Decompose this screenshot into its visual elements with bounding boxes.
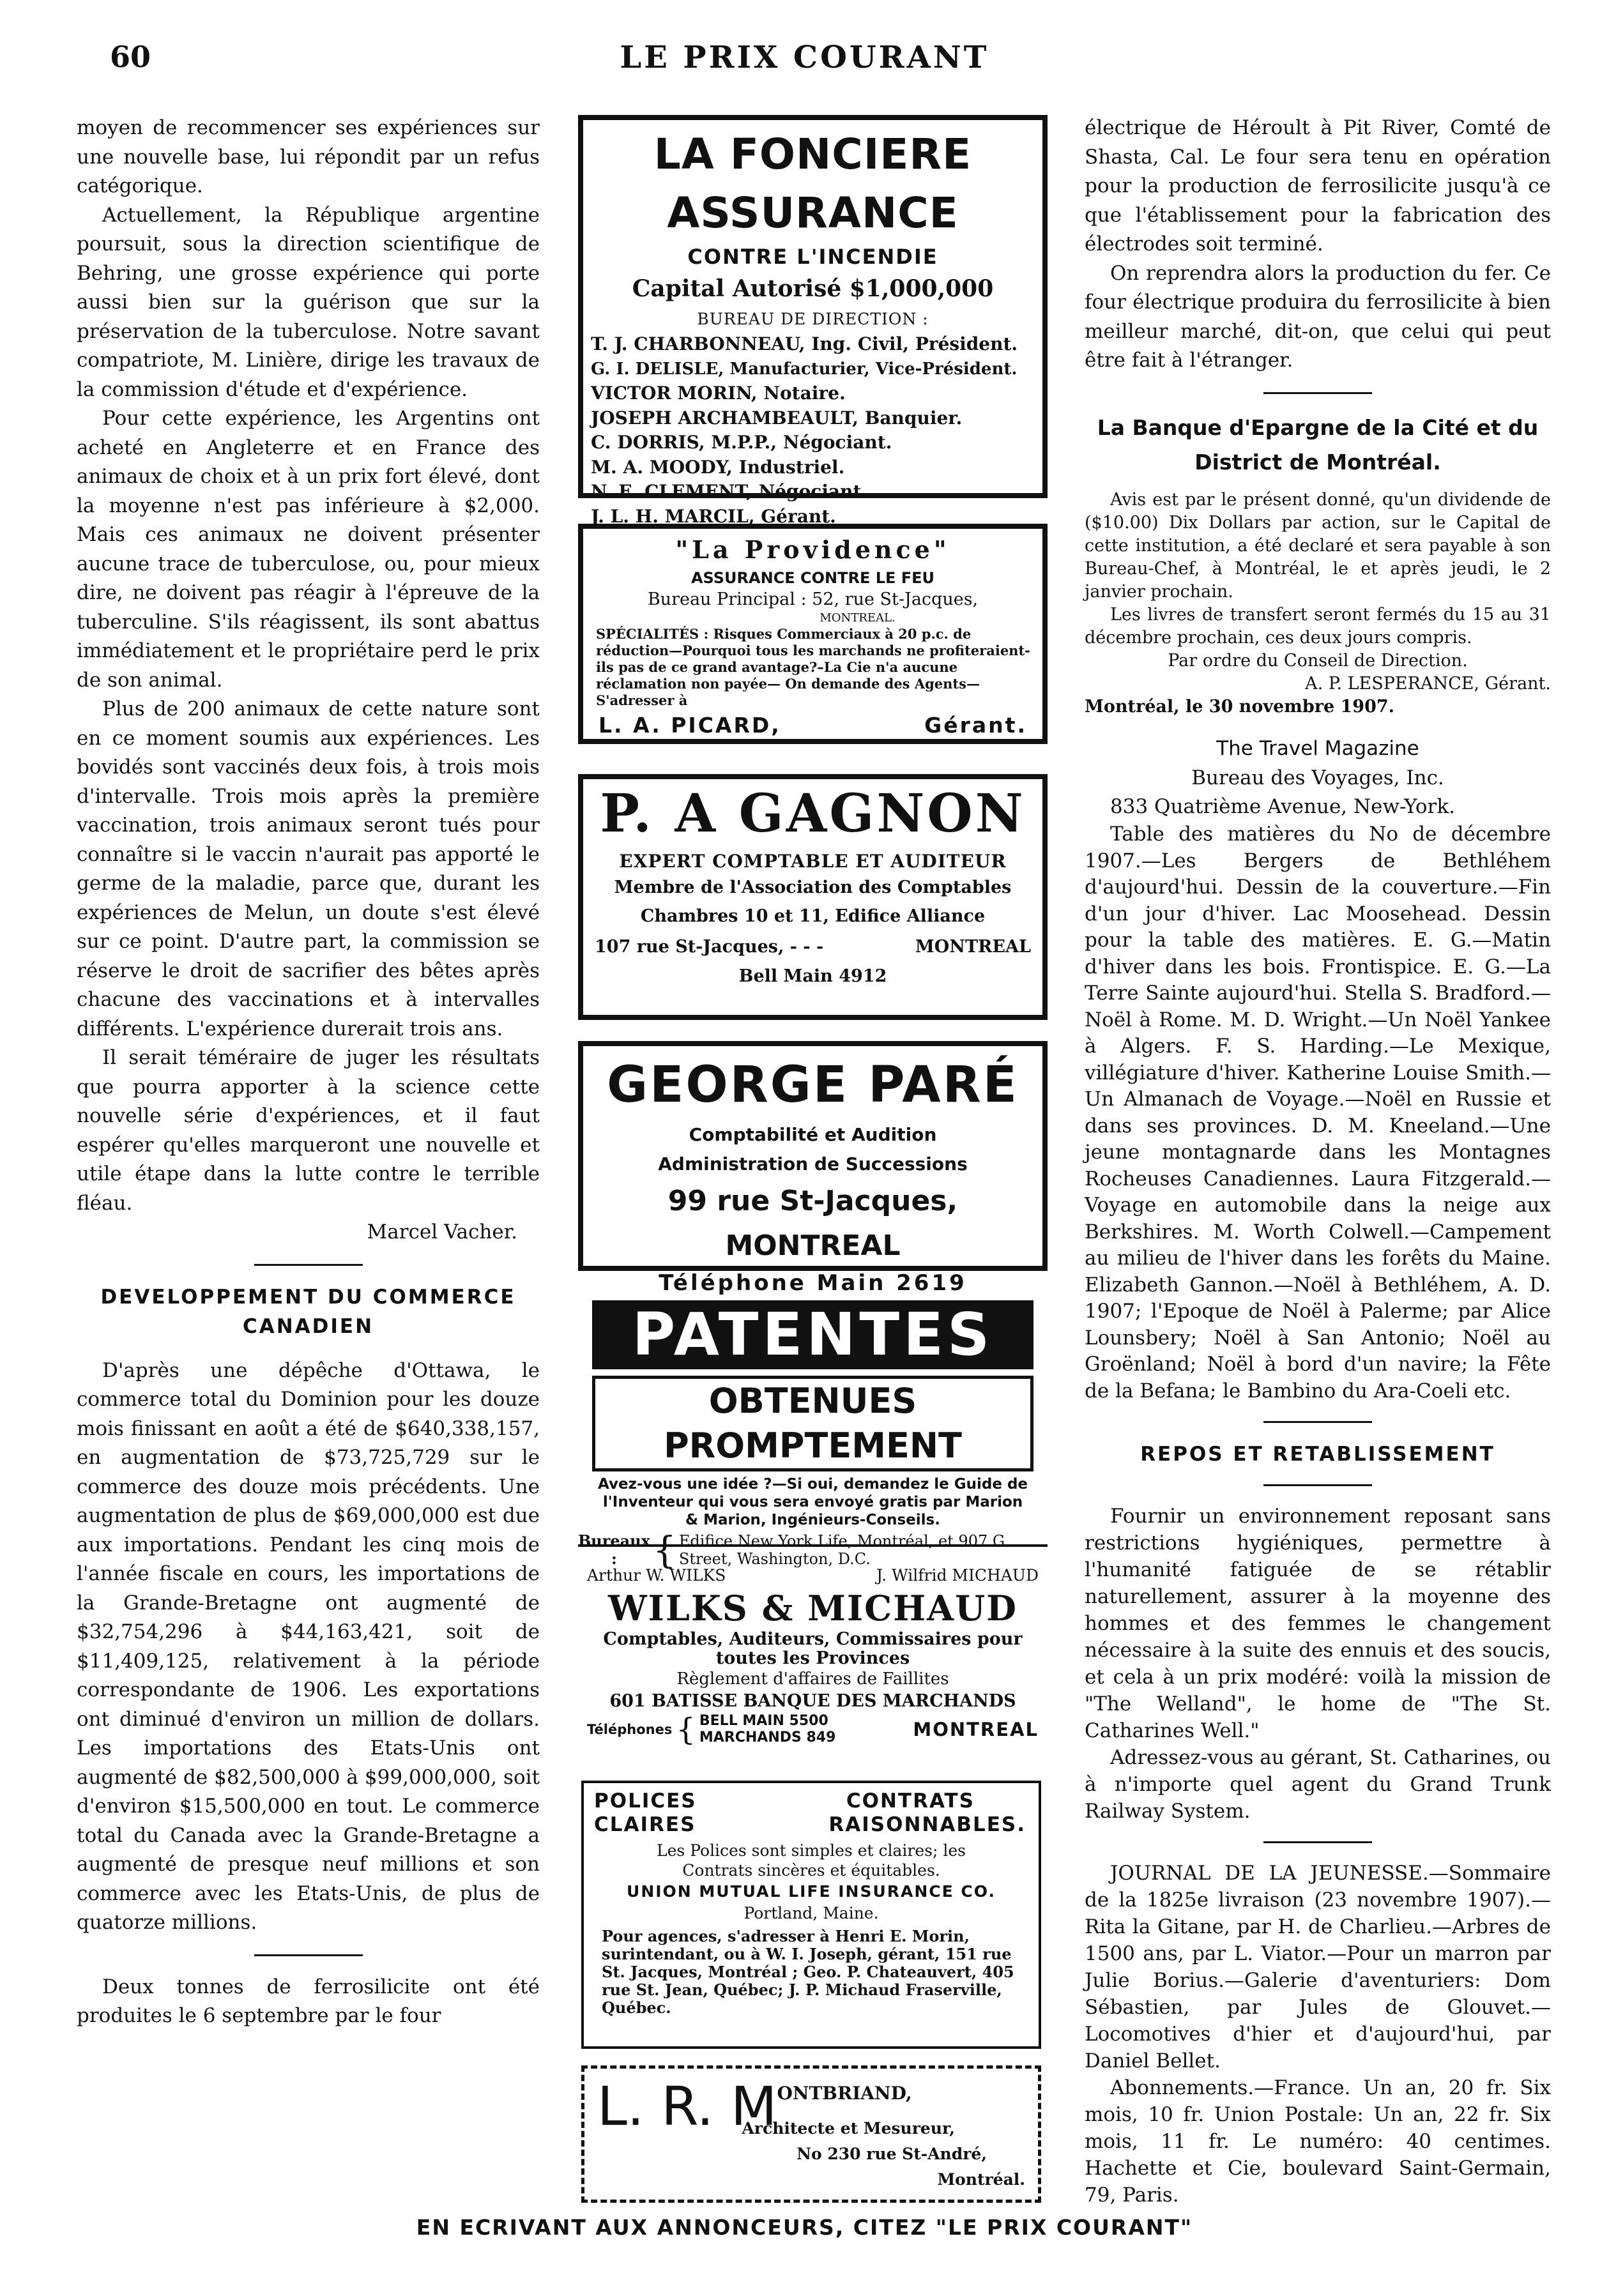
- paragraph: Pour cette expérience, les Argentins ont acheté en Angleterre et en France des animaux de choix et à un prix fort élevé, dont la moyenne n'est pas inférieure à $2,000. Mais ces animaux ne doivent présenter aucune trace de tuberculose, ou, pour mieux dire, ne doivent pas réagir à l'épreuve de la tuberculine. S'ils réagissent, ils sont abattus immédiatement et le propriétaire perd le prix de son animal.: [77, 407, 540, 692]
- ad-city: MONTREAL: [913, 1719, 1039, 1740]
- ad-wilks: [578, 1565, 1048, 1756]
- ad-city: MONTREAL.: [820, 611, 896, 625]
- ad-heading: CONTRATS: [846, 1790, 975, 1813]
- ad-subtitle: ASSURANCE CONTRE LE FEU: [690, 569, 935, 587]
- ad-line: No 230 rue St-André,: [797, 2145, 987, 2163]
- ad-title: "La Providence": [675, 535, 950, 564]
- ad-line: MONTREAL: [915, 937, 1031, 957]
- column-right: [1085, 114, 1551, 2209]
- ad-union-mutual: [581, 1781, 1041, 2049]
- divider: [254, 1954, 363, 1956]
- ad-partner: Arthur W. WILKS: [587, 1566, 726, 1585]
- travel-address: 833 Quatrième Avenue, New-York.: [1110, 794, 1455, 818]
- travel-subtitle: Bureau des Voyages, Inc.: [1191, 766, 1444, 789]
- ad-manager-name: L. A. PICARD,: [599, 713, 781, 738]
- ad-providence: [578, 524, 1048, 744]
- ad-name: ONTBRIAND,: [777, 2083, 912, 2104]
- director-item: J. L. H. MARCIL, Gérant.: [591, 505, 836, 527]
- notice-text: Par ordre du Conseil de Direction.: [1168, 650, 1468, 671]
- paragraph: Plus de 200 animaux de cette nature sont en ce moment soumis aux expériences. Les bovidés sont vaccinés deux fois, à trois mois d'intervalle. Trois mois après la première vaccination, trois animaux seront tués pour connaître si le vaccin n'aurait pas apporté le germe de la maladie, parce que, durant les expériences de Melun, un doute s'est élevé sur ce point. D'autre part, la commission se réserve le droit de sacrifier des bêtes après chacune des vaccinations et à intervalles différents. L'expérience durerait trois ans.: [77, 697, 540, 1040]
- divider: [1263, 1421, 1372, 1423]
- ad-body: Avez-vous une idée ?—Si oui, demandez le Guide de l'Inventeur qui vous sera envoyé gratis par Marion & Marion, Ingénieurs-Conseils.: [597, 1476, 1028, 1528]
- paragraph: Abonnements.—France. Un an, 20 fr. Six mois, 10 fr. Union Postale: Un an, 22 fr. Six mois, 11 fr. Le numéro: 40 centimes. Hachette et Cie, boulevard Saint-Germain, 79, Paris.: [1085, 2076, 1551, 2207]
- ad-line: Comptabilité et Audition: [689, 1124, 937, 1145]
- director-item: M. A. MOODY, Industriel.: [591, 456, 845, 478]
- ad-pare: [578, 1041, 1048, 1296]
- section-heading: La Banque d'Epargne de la Cité et du District de Montréal.: [1097, 414, 1539, 475]
- paragraph: Il serait téméraire de juger les résultats que pourra apporter à la science cette nouvelle série d'expériences, et il faut espérer qu'elles marqueront une nouvelle et utile étape dans la lutte contre le terrible fléau.: [77, 1046, 540, 1215]
- ad-title: WILKS & MICHAUD: [607, 1588, 1018, 1629]
- notice-text: Avis est par le présent donné, qu'un dividende de ($10.00) Dix Dollars par action, sur le Capital de cette institution, a été declaré et sera payable à son Bureau-Chef, à Montréal, le et après jeudi, le 2 janvier prochain.: [1085, 489, 1551, 602]
- ad-fonciere: [578, 115, 1048, 527]
- page-number: 60: [110, 40, 151, 74]
- ad-line: UNION MUTUAL LIFE INSURANCE CO.: [627, 1882, 996, 1901]
- ad-capital: Capital Autorisé $1,000,000: [632, 275, 994, 302]
- divider: [578, 1544, 1048, 1547]
- ad-line: Bell Main 4912: [738, 966, 887, 986]
- brace-icon: {: [676, 1712, 696, 1747]
- ad-subtitle: CONTRE L'INCENDIE: [687, 245, 938, 269]
- ad-title: PATENTES: [592, 1300, 1033, 1369]
- paragraph: moyen de recommencer ses expériences sur une nouvelle base, lui répondit par un refus catégorique.: [77, 116, 540, 197]
- ad-patentes: [578, 1290, 1048, 1572]
- section-heading: DEVELOPPEMENT DU COMMERCE CANADIEN: [100, 1285, 516, 1338]
- ad-phone: MARCHANDS 849: [699, 1730, 836, 1745]
- paragraph: D'après une dépêche d'Ottawa, le commerce total du Dominion pour les douze mois finissant en août a été de $640,338,157, en augmentation de $73,725,729 sur le commerce des douze mois précédents. Une augmentation de plus de $69,000,000 est due aux importations. Pendant les cinq mois de l'année fiscale en cours, les importations de la Grande-Bretagne ont augmenté de $32,754,296 à $44,163,421, soit de $11,409,125, relativement à la période correspondante de 1906. Les exportations ont diminué d'environ un million de dollars. Les importations des Etats-Unis ont augmenté de $82,500,000 à $99,000,000, soit d'environ $15,500,000 en tout. Le commerce total du Canada avec la Grande-Bretagne a augmenté de presque neuf millions et son commerce avec les Etats-Unis, de plus de quatorze millions.: [77, 1358, 540, 1934]
- director-item: VICTOR MORIN, Notaire.: [591, 383, 846, 404]
- ad-line: Architecte et Mesureur,: [742, 2119, 955, 2138]
- ad-title: LA FONCIERE ASSURANCE: [653, 130, 972, 238]
- director-item: T. J. CHARBONNEAU, Ing. Civil, Président.: [591, 333, 1018, 354]
- ad-line: 107 rue St-Jacques, - - -: [595, 937, 824, 957]
- ad-specialites: SPÉCIALITÉS : Risques Commerciaux à 20 p.c. de réduction—Pourquoi tous les marchands ne profiteraient-ils pas de ce grand avantage?–La Cie n'a aucune réclamation non payée— On demande des Agents—S'adresser à: [596, 626, 1030, 708]
- ad-line: Pour agences, s'adresser à Henri E. Morin, surintendant, ou à W. I. Joseph, gérant, 151 rue St. Jacques, Montréal ; Geo. P. Chateauvert, 405 rue St. Jean, Québec; J. P. Michaud Fraserville, Québec.: [602, 1927, 1014, 2017]
- ad-heading: RAISONNABLES.: [828, 1813, 1026, 1836]
- footer-notice: EN ECRIVANT AUX ANNONCEURS, CITEZ "LE PRIX COURANT": [416, 2215, 1193, 2240]
- director-item: C. DORRIS, M.P.P., Négociant.: [591, 432, 892, 453]
- author-signature: Marcel Vacher.: [367, 1220, 517, 1243]
- paragraph: Deux tonnes de ferrosilicite ont été produites le 6 septembre par le four: [77, 1975, 540, 2027]
- ad-bureau: BUREAU DE DIRECTION :: [697, 310, 929, 328]
- ad-address: et 907 G Street, Washington, D.C.: [678, 1532, 1005, 1568]
- ad-manager-role: Gérant.: [924, 713, 1027, 738]
- ad-line: Comptables, Auditeurs, Commissaires pour toutes les Provinces: [603, 1629, 1023, 1668]
- brace-icon: {: [652, 1528, 676, 1572]
- paragraph: électrique de Héroult à Pit River, Comté de Shasta, Cal. Le four sera tenu en opération pour la production de ferrosilicite jusqu'à ce que l'établissement pour la fabrication des électrodes soit terminé.: [1085, 116, 1551, 255]
- paragraph: JOURNAL DE LA JEUNESSE.—Sommaire de la 1825e livraison (23 novembre 1907).—Rita la Gitane, par H. de Charlieu.—Arbres de 1500 ans, par L. Viator.—Pour un marron par Julie Borius.—Galerie d'aventuriers: Dom Sébastien, par Jules de Glouvet.—Locomotives d'hier et d'aujourd'hui, par Daniel Bellet.: [1085, 1862, 1551, 2072]
- ad-initials: L. R. M: [597, 2075, 777, 2138]
- paragraph: Fournir un environnement reposant sans restrictions hygiéniques, permettre à l'humanité fatiguée de se rétablir naturellement, assurer à la moyenne des hommes et des femmes le changement nécessaire à la suite des ennuis et des soucis, et cela à un prix modéré: voilà la mission de "The Welland", le home de "The St. Catharines Well.": [1085, 1505, 1551, 1742]
- ad-title: GEORGE PARÉ: [607, 1056, 1019, 1114]
- ad-address: Edifice New York Life, Montréal,: [678, 1532, 934, 1550]
- page-title: LE PRIX COURANT: [620, 40, 989, 75]
- ad-bureaux-label: Bureaux :: [578, 1532, 650, 1568]
- divider: [1263, 1484, 1372, 1486]
- divider: [1263, 392, 1372, 394]
- director-item: G. I. DELISLE, Manufacturier, Vice-Président.: [591, 359, 1018, 379]
- column-left: [77, 114, 540, 2031]
- ad-address: Bureau Principal : 52, rue St-Jacques,: [647, 589, 979, 609]
- ad-partner: J. Wilfrid MICHAUD: [876, 1566, 1039, 1585]
- director-item: N. E. CLEMENT, Négociant.: [591, 481, 868, 502]
- ad-line: 601 BATISSE BANQUE DES MARCHANDS: [609, 1691, 1016, 1711]
- notice-signer: A. P. LESPERANCE, Gérant.: [1305, 673, 1551, 694]
- section-heading: REPOS ET RETABLISSEMENT: [1140, 1443, 1495, 1466]
- director-item: JOSEPH ARCHAMBEAULT, Banquier.: [591, 407, 963, 429]
- paragraph: Adressez-vous au gérant, St. Catharines, ou à n'importe quel agent du Grand Trunk Railway System.: [1085, 1746, 1551, 1823]
- ad-line: Montréal.: [937, 2170, 1025, 2189]
- ad-line: Téléphone Main 2619: [659, 1270, 967, 1296]
- paragraph: Table des matières du No de décembre 1907.—Les Bergers de Bethléhem d'aujourd'hui. Dessin de la couverture.—Fin d'un jour d'hiver. Lac Moosehead. Dessin pour la table des matières. E. G.—Matin d'hiver dans les bois. Frontispice. E. G.—La Terre Sainte aujourd'hui. Stella S. Bradford.—Noël à Rome. M. D. Wright.—Un Noël Yankee à Algers. F. S. Harding.—Le Mexique, villégiature d'hiver. Katherine Louise Smith.—Un Almanach de Voyage.—Noël en Russie et dans ses provinces. D. M. Kneeland.—Une jeune montagnarde dans les Montagnes Rocheuses Canadiennes. Laura Fitzgerald.—Voyage en automobile dans la neige aux Berkshires. M. Worth Colwell.—Campement au milieu de l'hiver dans les forêts du Maine. Elizabeth Gannon.—Noël à Bethléhem, A. D. 1907; l'Epoque de Noël à Palerme; par Alice Lounsbery; Noël à San Antonio; Noël au Groënland; Noël à bord d'un navire; la Fête de la Befana; le Bambino du Ara-Coeli etc.: [1085, 823, 1551, 1403]
- ad-line: Règlement d'affaires de Faillites: [676, 1669, 949, 1689]
- ad-title: P. A GAGNON: [600, 783, 1026, 844]
- travel-title: The Travel Magazine: [1216, 736, 1419, 760]
- paragraph: Actuellement, la République argentine poursuit, sous la direction scientifique de Behring, une grosse expérience qui porte aussi bien sur la guérison que sur la préservation de la tuberculose. Notre savant compatriote, M. Linière, dirige les travaux de la commission d'étude et d'expérience.: [77, 203, 540, 401]
- ad-line: Administration de Successions: [658, 1153, 968, 1175]
- ad-heading: CLAIRES: [594, 1813, 696, 1836]
- ad-line: Les Polices sont simples et claires; les Contrats sincères et équitables.: [657, 1841, 966, 1880]
- divider: [254, 1264, 363, 1266]
- divider: [1263, 1841, 1372, 1843]
- paragraph: On reprendra alors la production du fer. Ce four électrique produira du ferrosilicite à bien meilleur marché, dit-on, que celui qui peut être fait à l'étranger.: [1085, 261, 1551, 372]
- ad-line: EXPERT COMPTABLE ET AUDITEUR: [619, 851, 1007, 872]
- ad-phone: BELL MAIN 5500: [699, 1713, 828, 1729]
- ad-gagnon: [578, 774, 1048, 1020]
- notice-date: Montréal, le 30 novembre 1907.: [1085, 696, 1395, 717]
- ad-line: Membre de l'Association des Comptables: [614, 878, 1012, 897]
- ad-line: Portland, Maine.: [743, 1904, 879, 1922]
- ad-heading: POLICES: [594, 1790, 697, 1813]
- notice-text: Les livres de transfert seront fermés du 15 au 31 décembre prochain, ces deux jours compris.: [1085, 604, 1551, 648]
- ad-subtitle: OBTENUES PROMPTEMENT: [592, 1376, 1033, 1471]
- ad-line: 99 rue St-Jacques, MONTREAL: [667, 1185, 958, 1262]
- ad-tel-label: Téléphones: [587, 1722, 673, 1737]
- ad-line: Chambres 10 et 11, Edifice Alliance: [640, 906, 986, 926]
- ad-montbriand: [581, 2065, 1041, 2203]
